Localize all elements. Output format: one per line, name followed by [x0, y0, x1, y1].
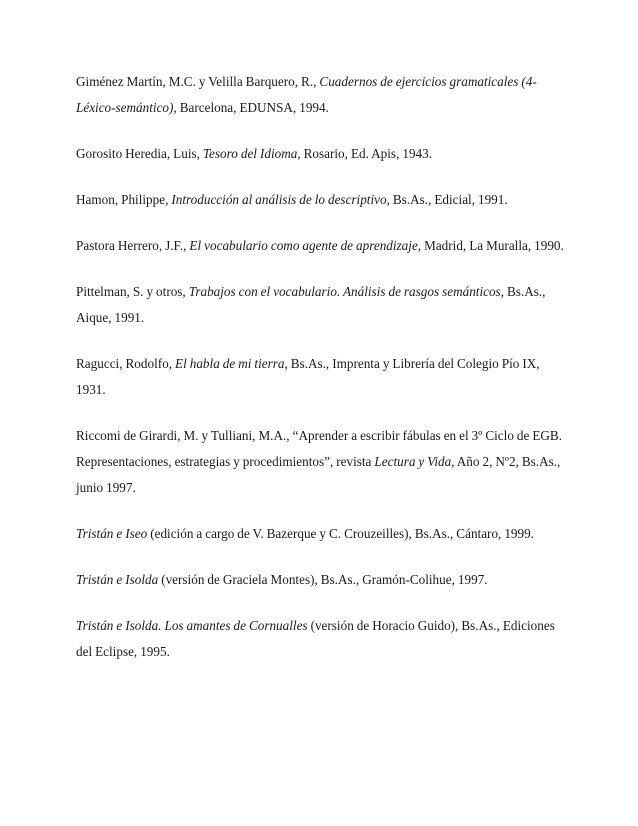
entry-text: , Barcelona, EDUNSA, 1994. [173, 100, 329, 115]
bibliography-entry [76, 69, 566, 121]
entry-text: , Año 2, Nº2, Bs.As., junio 1997. [76, 454, 561, 495]
entry-text: , Madrid, La Muralla, 1990. [417, 238, 564, 253]
entry-text: Ragucci, Rodolfo, [76, 356, 176, 371]
entry-title: Tristán e Isolda. Los amantes de Cornualles [76, 618, 308, 633]
entry-title: Cuadernos de ejercicios gramaticales (4- Léxico-semántico) [76, 74, 537, 115]
entry-text: Hamon, Philippe, [76, 192, 172, 207]
entry-title: El habla de mi tierra [175, 356, 285, 371]
entry-text: , Bs.As., Aique, 1991. [76, 284, 546, 325]
bibliography-entry [76, 233, 566, 259]
entry-text: (versión de Graciela Montes), Bs.As., Gramón-Colihue, 1997. [158, 572, 488, 587]
entry-text: (versión de Horacio Guido), Bs.As., Ediciones del Eclipse, 1995. [76, 618, 555, 659]
entry-title: Trabajos con el vocabulario. Análisis de rasgos semánticos [188, 284, 501, 299]
entry-title: Introducción al análisis de lo descriptivo [171, 192, 387, 207]
entry-title: Tristán e Isolda [76, 572, 159, 587]
bibliography-entry [76, 567, 566, 593]
entry-text: , Bs.As., Edicial, 1991. [386, 192, 508, 207]
entry-title: Tristán e Iseo [76, 526, 148, 541]
bibliography-entry [76, 187, 566, 213]
bibliography-entry [76, 613, 566, 665]
entry-text: , Rosario, Ed. Apis, 1943. [297, 146, 433, 161]
entry-title: Lectura y Vida [374, 454, 452, 469]
bibliography-entry [76, 279, 566, 331]
entry-text: , Bs.As., Imprenta y Librería del Colegio Pío IX, 1931. [76, 356, 540, 397]
entry-text: Giménez Martín, M.C. y Velilla Barquero, R., [76, 74, 320, 89]
entry-text: (edición a cargo de V. Bazerque y C. Crouzeilles), Bs.As., Cántaro, 1999. [147, 526, 535, 541]
bibliography-entry [76, 351, 566, 403]
bibliography-entry [76, 141, 566, 167]
bibliography-entry [76, 521, 566, 547]
entry-title: El vocabulario como agente de aprendizaje [189, 238, 418, 253]
entry-title: Tesoro del Idioma [202, 146, 298, 161]
entry-text: Pastora Herrero, J.F., [76, 238, 190, 253]
bibliography-list [76, 69, 566, 685]
entry-text: Gorosito Heredia, Luis, [76, 146, 203, 161]
bibliography-entry [76, 423, 566, 501]
entry-text: Riccomi de Girardi, M. y Tulliani, M.A., “Aprender a escribir fábulas en el 3º Ciclo de EGB. Representaciones, estrategias y procedimientos”, revista [76, 428, 563, 469]
entry-text: Pittelman, S. y otros, [76, 284, 189, 299]
